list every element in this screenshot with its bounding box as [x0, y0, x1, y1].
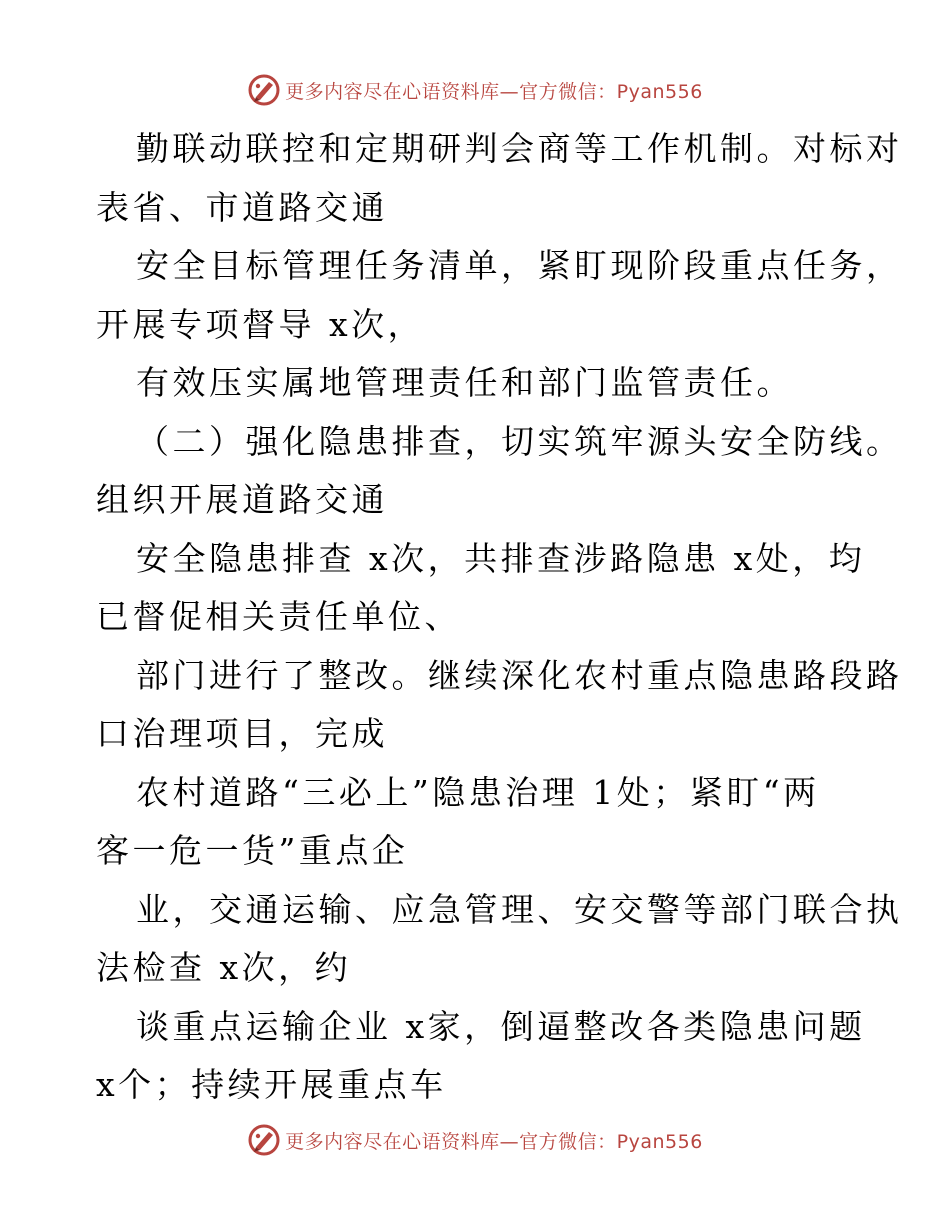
text-line: 农村道路“三必上”隐患治理 1处；紧盯“两	[136, 772, 820, 812]
text-line: 勤联动联控和定期研判会商等工作机制。对标对	[136, 129, 903, 168]
section-heading-line: （二）强化隐患排查，切实筑牢源头安全防线。	[136, 421, 903, 461]
watermark-text: 更多内容尽在心语资料库—官方微信：Pyan556	[285, 80, 703, 103]
text-line: 安全隐患排查 x次，共排查涉路隐患 x处，均	[136, 538, 866, 578]
text-line: 有效压实属地管理责任和部门监管责任。	[136, 363, 793, 402]
text-line: 业，交通运输、应急管理、安交警等部门联合执	[136, 889, 903, 929]
watermark-text: 更多内容尽在心语资料库—官方微信：Pyan556	[285, 1130, 703, 1153]
pen-logo-icon	[247, 1123, 281, 1157]
text-line: 开展专项督导 x次，	[96, 304, 425, 344]
text-line: 组织开展道路交通	[96, 480, 388, 519]
text-line: 部门进行了整改。继续深化农村重点隐患路段路	[136, 655, 903, 695]
text-line: 表省、市道路交通	[96, 187, 388, 227]
pen-logo-icon	[247, 73, 281, 107]
text-line: 客一危一货”重点企	[96, 831, 409, 870]
text-line: 法检查 x次，约	[96, 948, 352, 987]
footer-watermark	[0, 1122, 950, 1158]
text-line: 安全目标管理任务清单，紧盯现阶段重点任务，	[136, 246, 903, 285]
text-line: 谈重点运输企业 x家，倒逼整改各类隐患问题	[136, 1006, 866, 1046]
text-line: 口治理项目，完成	[96, 714, 388, 753]
document-body	[96, 120, 903, 1115]
text-line: 已督促相关责任单位、	[96, 597, 461, 636]
header-watermark	[0, 72, 950, 108]
text-line: x个；持续开展重点车	[96, 1065, 447, 1104]
